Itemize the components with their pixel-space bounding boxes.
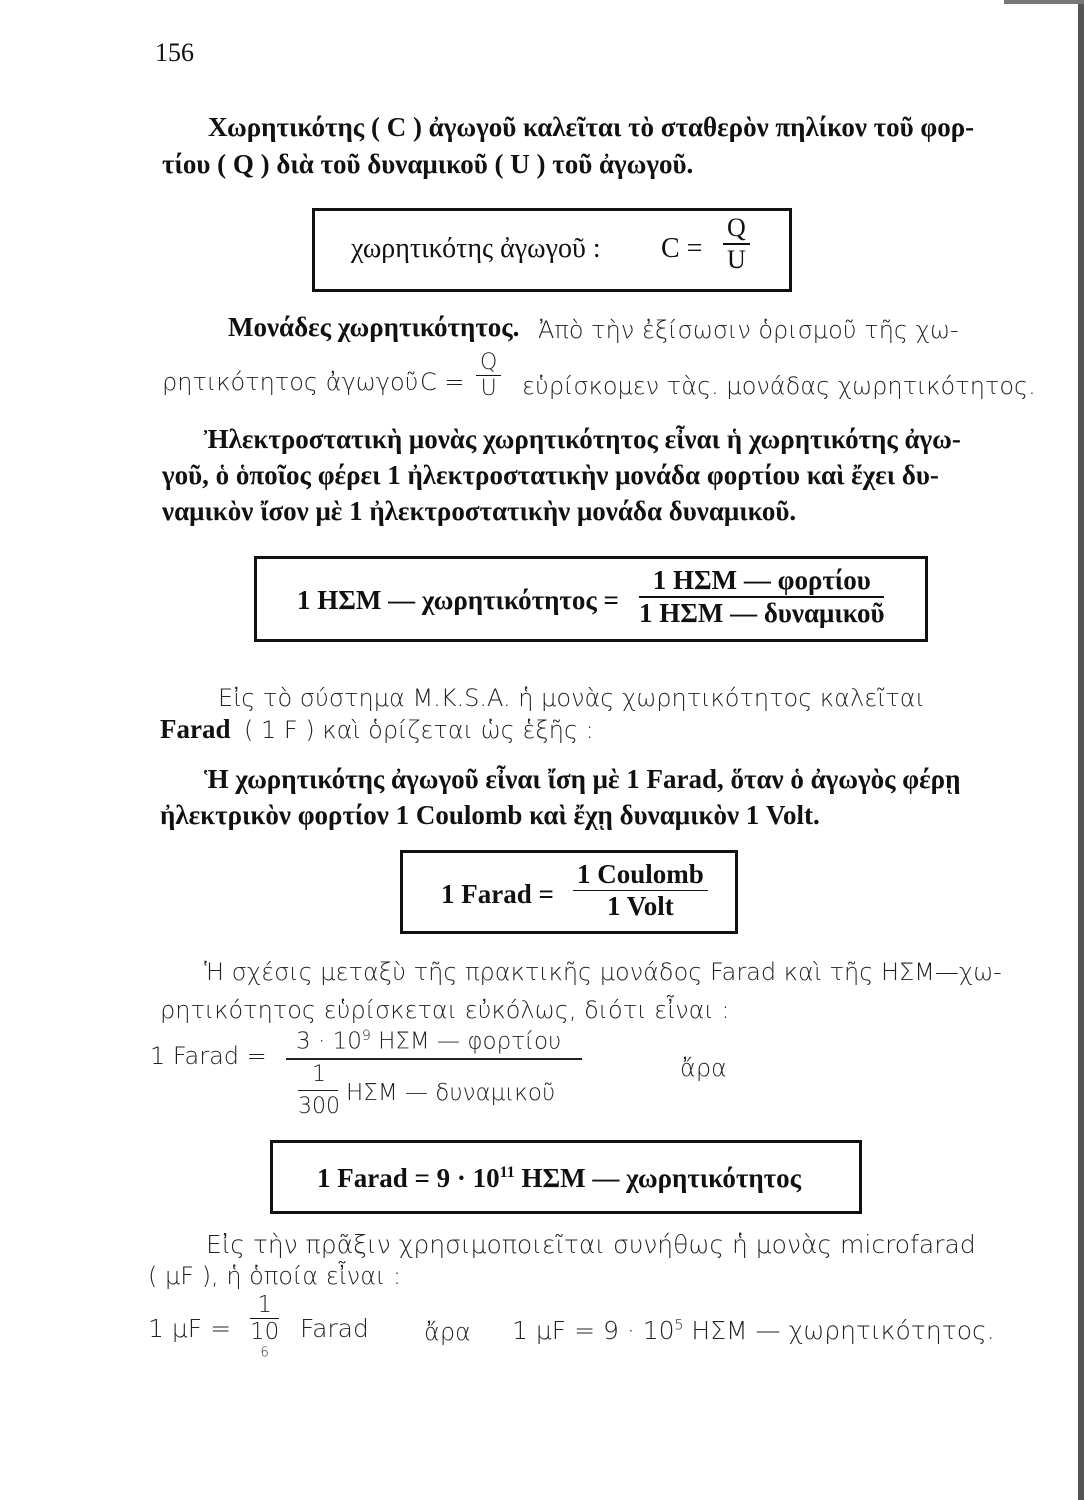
relation-den-unit: ΗΣΜ — δυναμικοῦ — [346, 1080, 556, 1106]
mksa-line-1: Εἰς τὸ σύστημα Μ.Κ.S.A. ἡ μονὰς χωρητικότητος καλεῖται — [218, 684, 925, 712]
relation-fraction-bar — [286, 1058, 582, 1060]
units-formula-lhs: C = — [420, 368, 465, 396]
micro-f2-lhs: 1 μF = 9 · 10 — [512, 1316, 675, 1345]
definition-capacitance-line-1: Χωρητικότης ( C ) ἀγωγοῦ καλεῖται τὸ σταθερὸν πηλίκον τοῦ φορ- — [208, 112, 975, 142]
relation-num-coef: 3 · 10 — [296, 1028, 362, 1055]
box2-denominator: 1 ΗΣΜ — δυναμικοῦ — [639, 598, 885, 628]
box3-lhs: 1 Farad = — [441, 879, 554, 909]
relation-den-den: 300 — [298, 1094, 340, 1119]
box4-exp: 11 — [499, 1164, 515, 1181]
box3-numerator: 1 Coulomb — [573, 859, 708, 891]
formula-box-capacitance — [312, 208, 792, 292]
relation-den-num: 1 — [312, 1062, 326, 1087]
box2-fraction — [639, 565, 884, 629]
box1-label: χωρητικότης ἀγωγοῦ : — [351, 233, 601, 264]
box1-lhs: C = — [661, 233, 703, 264]
box4-lhs: 1 Farad = 9 · 10 — [317, 1163, 500, 1193]
box1-fraction — [723, 213, 750, 275]
relation-small-bar — [298, 1090, 338, 1091]
box3-denominator: 1 Volt — [607, 891, 674, 921]
micro-f2-rhs: ΗΣΜ — χωρητικότητος. — [691, 1316, 995, 1345]
relation-numerator — [296, 1028, 561, 1055]
units-line-2-post: εὑρίσκομεν τὰς. μονάδας χωρητικότητος. — [522, 372, 1036, 400]
units-formula-numerator: Q — [476, 350, 501, 376]
box4-formula — [317, 1163, 801, 1194]
micro-f2 — [512, 1316, 995, 1345]
units-formula-denominator: U — [480, 376, 497, 401]
relation-lhs: 1 Farad = — [150, 1042, 267, 1070]
relation-line-1: Ἡ σχέσις μεταξὺ τῆς πρακτικῆς μονάδος Farad καὶ τῆς ΗΣΜ—χω- — [204, 958, 1002, 986]
micro-f2-exp: 5 — [674, 1317, 684, 1334]
box2-lhs: 1 ΗΣΜ — χωρητικότητος = — [297, 585, 619, 615]
formula-box-farad-esu — [270, 1140, 862, 1214]
units-line-1-rest: Ἀπὸ τὴν ἐξίσωσιν ὁρισμοῦ τῆς χω- — [538, 316, 959, 344]
micro-f1-fraction — [250, 1292, 279, 1371]
definition-capacitance-line-2: τίου ( Q ) διὰ τοῦ δυναμικοῦ ( U ) τοῦ ἀγωγοῦ. — [162, 149, 694, 179]
mksa-line-2-rest: ( 1 F ) καὶ ὁρίζεται ὡς ἑξῆς : — [244, 716, 594, 744]
page-edge-shadow — [1078, 0, 1084, 1500]
relation-num-unit: ΗΣΜ — φορτίου — [378, 1028, 562, 1055]
micro-f1-numerator: 1 — [250, 1292, 279, 1319]
units-formula-fraction — [476, 350, 501, 401]
units-line-2-pre: ρητικότητος ἀγωγοῦ — [162, 368, 419, 396]
definition-esu-line-1: Ἠλεκτροστατικὴ μονὰς χωρητικότητος εἶναι ἡ χωρητικότης ἀγω- — [204, 424, 961, 454]
micro-f1-denominator — [250, 1319, 279, 1371]
relation-num-exp: 9 — [361, 1028, 371, 1044]
micro-f1-lhs: 1 μF = — [148, 1314, 232, 1343]
definition-esu-line-3: ναμικὸν ἴσον μὲ 1 ἠλεκτροστατικὴν μονάδα δυναμικοῦ. — [162, 496, 797, 526]
page-number: 156 — [155, 38, 194, 67]
box1-denominator: U — [727, 245, 746, 274]
micro-f1-den-exp: 6 — [260, 1345, 269, 1361]
micro-f1-den-base: 10 — [250, 1319, 280, 1345]
formula-box-farad — [400, 850, 738, 934]
definition-farad-line-2: ἠλεκτρικὸν φορτίον 1 Coulomb καὶ ἔχῃ δυναμικὸν 1 Volt. — [160, 800, 820, 830]
micro-ara: ἄρα — [424, 1318, 471, 1346]
box2-numerator: 1 ΗΣΜ — φορτίου — [639, 565, 884, 598]
micro-line-1: Εἰς τὴν πρᾶξιν χρησιμοποιεῖται συνήθως ἡ μονὰς microfarad — [206, 1230, 976, 1259]
micro-line-2: ( μF ), ἡ ὁποία εἶναι : — [148, 1262, 402, 1290]
page-edge-top — [1004, 0, 1084, 4]
relation-line-2: ρητικότητος εὑρίσκεται εὐκόλως, διότι εἶναι : — [160, 996, 730, 1024]
box1-numerator: Q — [723, 213, 750, 245]
mksa-farad: Farad — [160, 714, 231, 744]
definition-farad-line-1: Ἡ χωρητικότης ἀγωγοῦ εἶναι ἴση μὲ 1 Farad, ὅταν ὁ ἀγωγὸς φέρῃ — [204, 764, 961, 794]
relation-ara: ἄρα — [680, 1054, 727, 1082]
box4-rhs: ΗΣΜ — χωρητικότητος — [521, 1163, 802, 1193]
micro-f1-unit: Farad — [300, 1314, 369, 1343]
units-heading: Μονάδες χωρητικότητος. — [228, 312, 520, 342]
formula-box-esu — [254, 556, 928, 642]
definition-esu-line-2: γοῦ, ὁ ὁποῖος φέρει 1 ἠλεκτροστατικὴν μονάδα φορτίου καὶ ἔχει δυ- — [162, 460, 939, 490]
box3-fraction — [573, 859, 708, 922]
